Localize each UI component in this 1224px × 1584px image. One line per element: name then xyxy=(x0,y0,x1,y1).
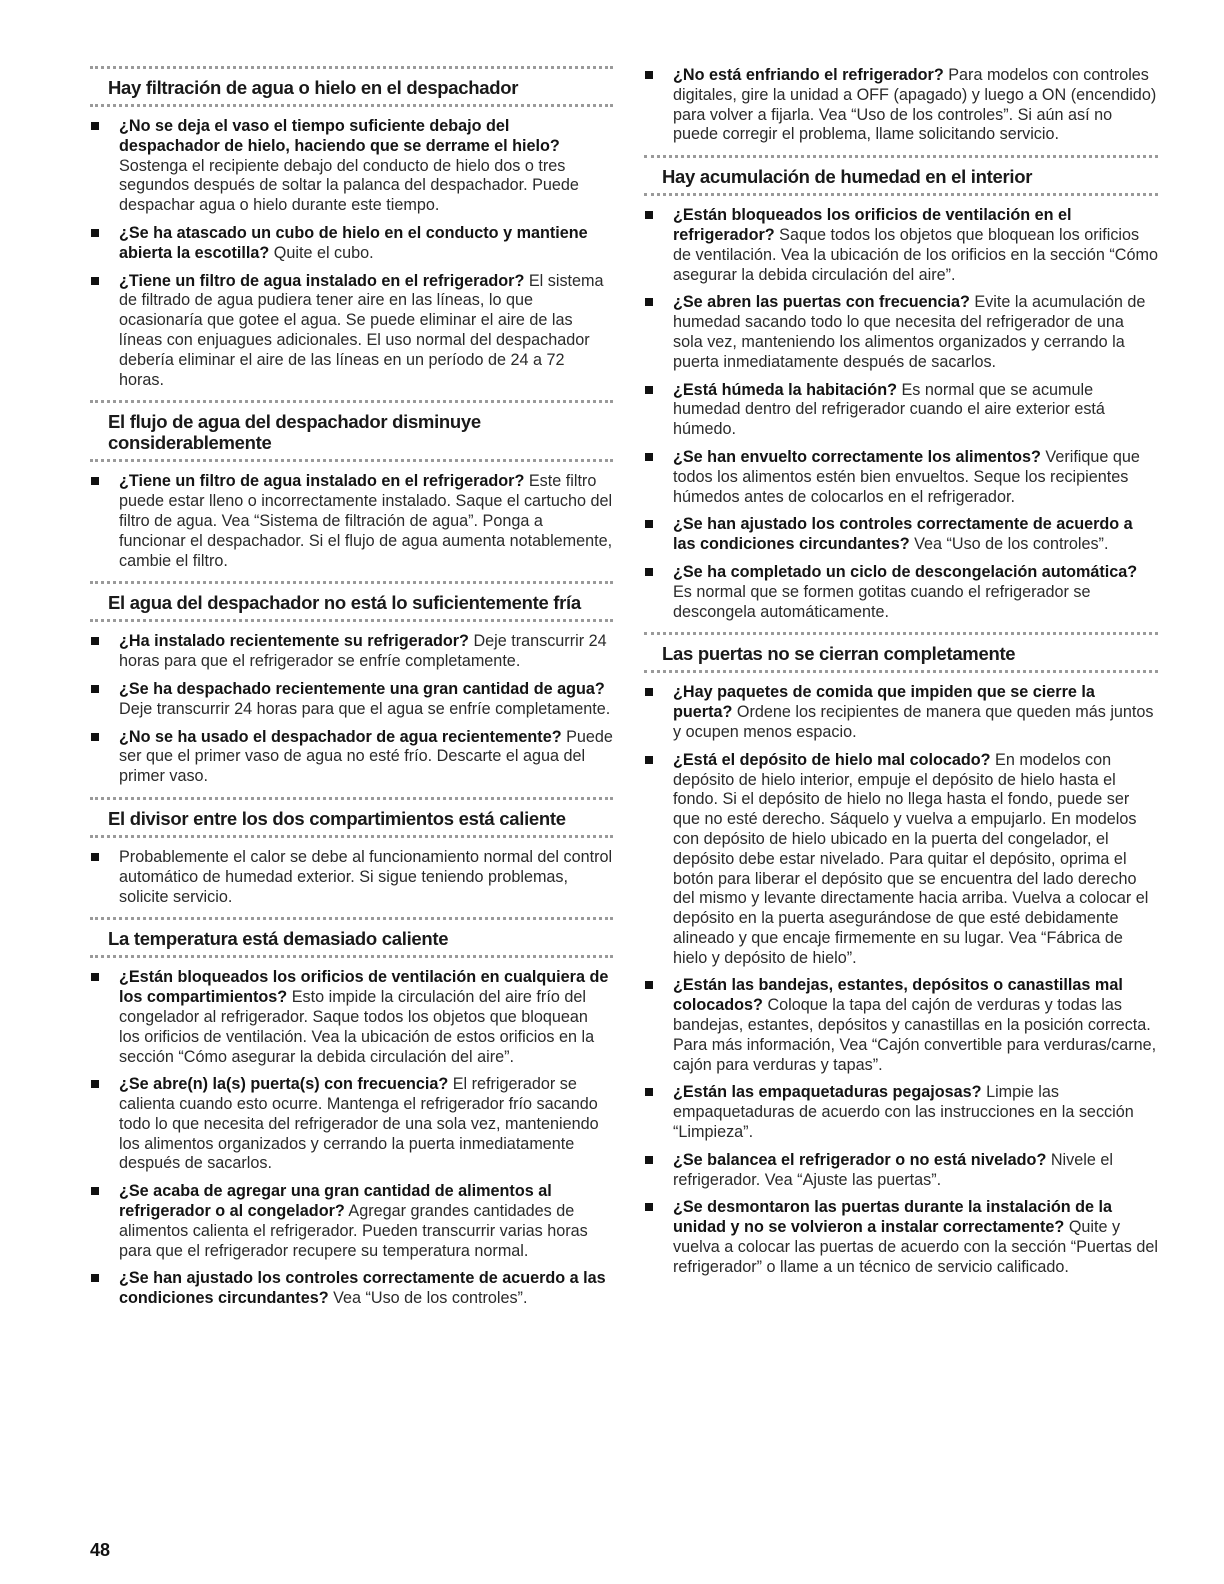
list-item xyxy=(90,224,613,264)
list-item xyxy=(644,293,1158,372)
section-heading: El divisor entre los dos compartimientos está caliente xyxy=(90,797,613,838)
answer-text: Es normal que se formen gotitas cuando el refrigerador se descongela automáticamente. xyxy=(673,582,1091,621)
question-text: ¿Se han ajustado los controles correctamente de acuerdo a las condiciones circundantes? xyxy=(673,515,1133,554)
question-text: ¿Se ha despachado recientemente una gran cantidad de agua? xyxy=(119,679,605,698)
question-text: ¿Se han ajustado los controles correctamente de acuerdo a las condiciones circundantes? xyxy=(119,1269,606,1308)
question-text: ¿Ha instalado recientemente su refrigerador? xyxy=(119,632,469,651)
answer-text: Verifique que todos los alimentos estén bien envueltos. Seque los recipientes húmedos antes de colocarlos en el refrigerador. xyxy=(673,447,1140,506)
question-text: ¿Se abren las puertas con frecuencia? xyxy=(673,293,970,312)
list-item xyxy=(644,1198,1158,1277)
section-heading: La temperatura está demasiado caliente xyxy=(90,917,613,958)
list-item xyxy=(644,515,1158,555)
answer-text: Vea “Uso de los controles”. xyxy=(914,535,1109,554)
list-item xyxy=(644,1083,1158,1142)
troubleshooting-section xyxy=(90,400,613,571)
answer-text: Vea “Uso de los controles”. xyxy=(333,1289,528,1308)
list-item xyxy=(644,563,1158,622)
troubleshooting-section xyxy=(644,155,1158,622)
question-text: ¿Se ha completado un ciclo de descongelación automática? xyxy=(673,562,1138,581)
section-heading: Las puertas no se cierran completamente xyxy=(644,632,1158,673)
list-item xyxy=(90,1269,613,1309)
question-text: ¿No se ha usado el despachador de agua recientemente? xyxy=(119,727,562,746)
item-list xyxy=(644,683,1158,1277)
list-item xyxy=(90,1182,613,1261)
list-item xyxy=(644,976,1158,1075)
section-heading: El flujo de agua del despachador disminuye considerablemente xyxy=(90,400,613,462)
answer-text: Saque todos los objetos que bloquean los orificios de ventilación. Vea la ubicación de los orificios en la sección “Cómo asegurar la debida circulación del aire”. xyxy=(673,225,1158,284)
item-list xyxy=(90,968,613,1309)
answer-text: El refrigerador se calienta cuando esto ocurre. Mantenga el refrigerador frío sacando todo lo que necesita del refrigerador de una sola vez, manteniendo los alimentos organizados y cerrando la puerta inmediatamente después de sacarlos. xyxy=(119,1075,599,1173)
list-item xyxy=(90,848,613,907)
list-item xyxy=(644,206,1158,285)
list-item xyxy=(644,66,1158,145)
question-text: ¿Tiene un filtro de agua instalado en el refrigerador? xyxy=(119,271,525,290)
question-text: ¿No se deja el vaso el tiempo suficiente debajo del despachador de hielo, haciendo que se derrame el hielo? xyxy=(119,117,560,155)
page-number: 48 xyxy=(90,1540,111,1560)
answer-text: Coloque la tapa del cajón de verduras y todas las bandejas, estantes, depósitos y canastillas en la posición correcta. Para más información, Vea “Cajón convertible para verduras/carne, cajón para verduras y tapas”. xyxy=(673,996,1157,1074)
answer-text: Ordene los recipientes de manera que queden más juntos y ocupen menos espacio. xyxy=(673,703,1154,741)
question-text: ¿Se desmontaron las puertas durante la instalación de la unidad y no se volvieron a instalar correctamente? xyxy=(673,1198,1112,1237)
list-item xyxy=(90,632,613,672)
item-list xyxy=(90,632,613,787)
answer-text: En modelos con depósito de hielo interior, empuje el depósito de hielo hasta el fondo. Si el depósito de hielo no llega hasta el fondo, puede ser que no esté derecho. Sáquelo y vuelva a empujarlo. En modelos con depósito de hielo ubicado en la puerta del congelador, el depósito debe estar nivelado. Para quitar el depósito, oprima el botón para liberar el depósito que se encuentra del lado derecho del mismo y levante directamente hacia arriba. Vuelva a colocar el depósito en la puerta asegurándose de que esté debidamente alineado y que encaje firmemente en su lugar. Vea “Fábrica de hielo y depósito de hielo”. xyxy=(673,750,1149,967)
question-text: ¿Están las empaquetaduras pegajosas? xyxy=(673,1083,982,1102)
item-list xyxy=(90,117,613,390)
right-column xyxy=(644,66,1158,1288)
left-column xyxy=(90,66,613,1319)
answer-text: Quite y vuelva a colocar las puertas de acuerdo con la sección “Puertas del refrigerador” o llame a un técnico de servicio calificado. xyxy=(673,1218,1159,1276)
question-text: ¿Está húmeda la habitación? xyxy=(673,380,897,399)
answer-text: El sistema de filtrado de agua pudiera tener aire en las líneas, lo que ocasionaría que gotee el agua. Se puede eliminar el aire de las líneas con enjuagues adicionales. El uso normal del despachador debería eliminar el aire de las líneas en un período de 24 a 72 horas. xyxy=(119,271,604,389)
list-item xyxy=(644,751,1158,969)
answer-text: Sostenga el recipiente debajo del conducto de hielo dos o tres segundos después de soltar la palanca del despachador. Puede despachar agua o hielo durante este tiempo. xyxy=(119,156,579,215)
question-text: ¿No está enfriando el refrigerador? xyxy=(673,66,944,84)
list-item xyxy=(90,1075,613,1174)
list-item xyxy=(90,968,613,1067)
question-text: ¿Están bloqueados los orificios de ventilación en el refrigerador? xyxy=(673,206,1072,244)
troubleshooting-section xyxy=(644,66,1158,145)
question-text: ¿Está el depósito de hielo mal colocado? xyxy=(673,750,991,769)
list-item xyxy=(644,683,1158,742)
question-text: ¿Se abre(n) la(s) puerta(s) con frecuencia? xyxy=(119,1075,449,1094)
answer-text: Nivele el refrigerador. Vea “Ajuste las puertas”. xyxy=(673,1150,1113,1189)
question-text: ¿Se acaba de agregar una gran cantidad de alimentos al refrigerador o al congelador? xyxy=(119,1182,552,1221)
answer-text: Es normal que se acumule humedad dentro del refrigerador cuando el aire exterior está húmedo. xyxy=(673,380,1105,439)
answer-text: Este filtro puede estar lleno o incorrectamente instalado. Saque el cartucho del filtro de agua. Vea “Sistema de filtración de agua”. Ponga a funcionar el despachador. Si el flujo de agua aumenta notablemente, cambie el filtro. xyxy=(119,472,613,570)
list-item xyxy=(644,448,1158,507)
troubleshooting-section xyxy=(90,66,613,390)
item-list xyxy=(90,848,613,907)
troubleshooting-section xyxy=(90,917,613,1309)
list-item xyxy=(644,1151,1158,1191)
troubleshooting-section xyxy=(90,581,613,787)
section-heading: El agua del despachador no está lo suficientemente fría xyxy=(90,581,613,622)
list-item xyxy=(90,680,613,720)
item-list xyxy=(644,66,1158,145)
answer-text: Para modelos con controles digitales, gire la unidad a OFF (apagado) y luego a ON (encendido) para volver a fijarla. Vea “Uso de los controles”. Si aún así no puede corregir el problema, llame solicitando servicio. xyxy=(673,66,1157,144)
answer-text: Quite el cubo. xyxy=(273,243,374,262)
list-item xyxy=(90,117,613,216)
answer-text: Probablemente el calor se debe al funcionamiento normal del control automático de humedad exterior. Si sigue teniendo problemas, solicite servicio. xyxy=(119,847,613,906)
answer-text: Puede ser que el primer vaso de agua no esté frío. Descarte el agua del primer vaso. xyxy=(119,727,613,786)
troubleshooting-section xyxy=(90,797,613,907)
answer-text: Agregar grandes cantidades de alimentos calienta el refrigerador. Pueden transcurrir varias horas para que el refrigerador recupere su temperatura normal. xyxy=(119,1202,588,1260)
list-item xyxy=(90,472,613,571)
question-text: ¿Se balancea el refrigerador o no está nivelado? xyxy=(673,1150,1047,1169)
answer-text: Deje transcurrir 24 horas para que el refrigerador se enfríe completamente. xyxy=(119,632,607,671)
item-list xyxy=(644,206,1158,622)
question-text: ¿Hay paquetes de comida que impiden que se cierre la puerta? xyxy=(673,683,1095,722)
list-item xyxy=(90,728,613,787)
question-text: ¿Se ha atascado un cubo de hielo en el conducto y mantiene abierta la escotilla? xyxy=(119,223,588,262)
answer-text: Deje transcurrir 24 horas para que el agua se enfríe completamente. xyxy=(119,699,611,718)
list-item xyxy=(644,381,1158,440)
question-text: ¿Están bloqueados los orificios de ventilación en cualquiera de los compartimientos? xyxy=(119,968,609,1007)
troubleshooting-section xyxy=(644,632,1158,1277)
section-heading: Hay acumulación de humedad en el interior xyxy=(644,155,1158,196)
question-text: ¿Se han envuelto correctamente los alimentos? xyxy=(673,447,1041,466)
section-heading: Hay filtración de agua o hielo en el despachador xyxy=(90,66,613,107)
item-list xyxy=(90,472,613,571)
answer-text: Esto impide la circulación del aire frío del congelador al refrigerador. Saque todos los objetos que bloquean los orificios de ventilación. Vea la ubicación de estos orificios en la sección “Cómo asegurar la debida circulación del aire”. xyxy=(119,988,595,1066)
answer-text: Evite la acumulación de humedad sacando todo lo que necesita del refrigerador de una sola vez, manteniendo los alimentos organizados y cerrando la puerta inmediatamente después de sacarlos. xyxy=(673,293,1146,371)
question-text: ¿Tiene un filtro de agua instalado en el refrigerador? xyxy=(119,472,525,491)
list-item xyxy=(90,272,613,391)
answer-text: Limpie las empaquetaduras de acuerdo con las instrucciones en la sección “Limpieza”. xyxy=(673,1083,1134,1142)
question-text: ¿Están las bandejas, estantes, depósitos o canastillas mal colocados? xyxy=(673,976,1123,1015)
